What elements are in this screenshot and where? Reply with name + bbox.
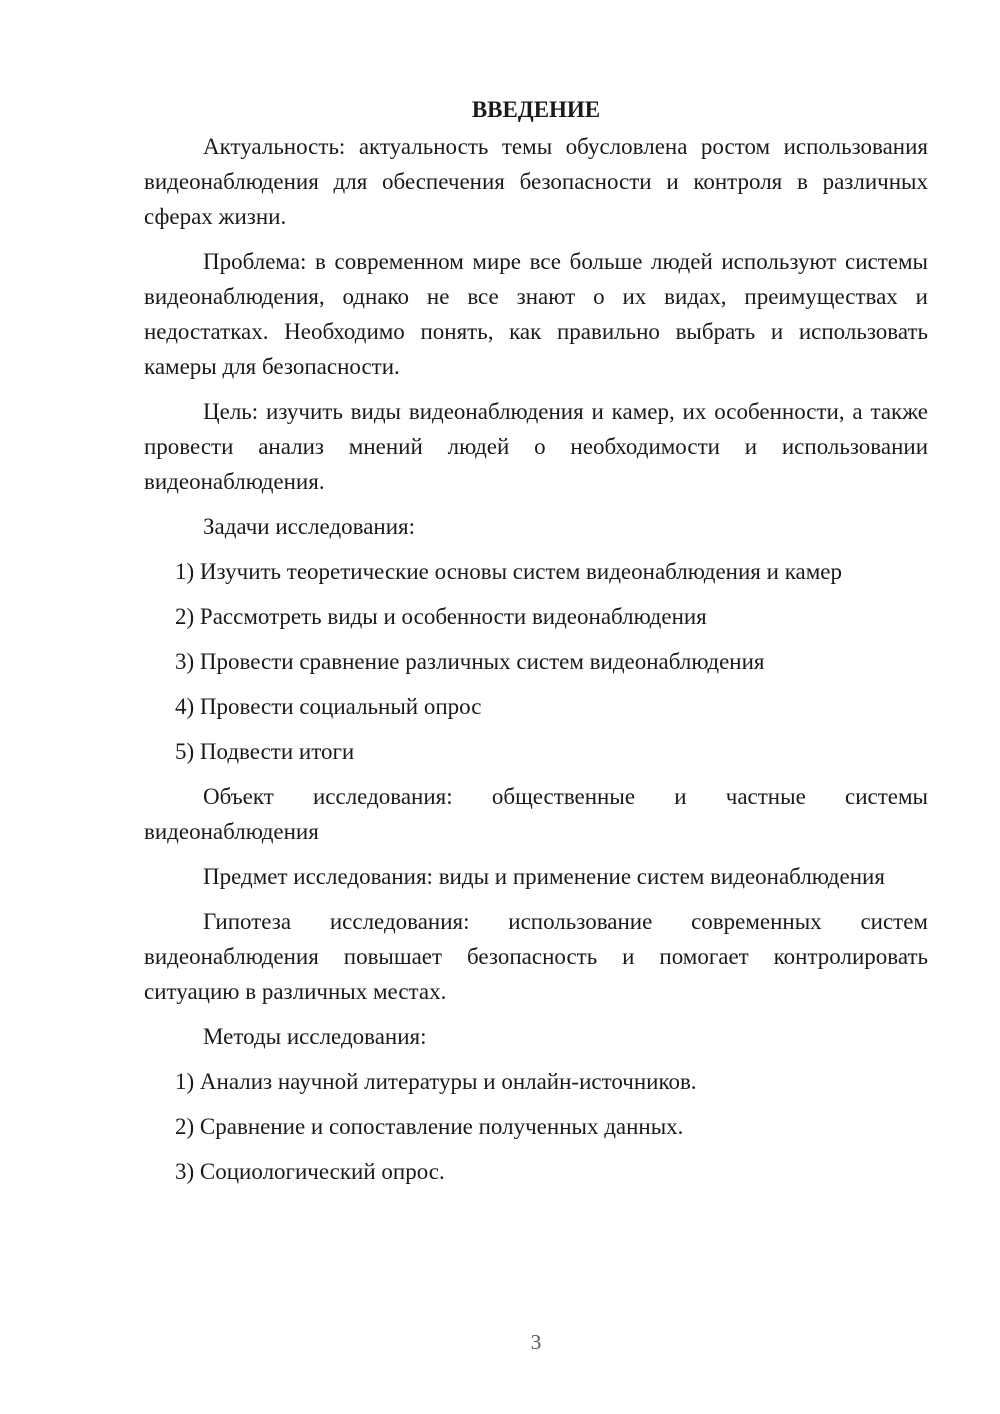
hypothesis-paragraph: Гипотеза исследования: использование современных систем видеонаблюдения повышает безопасность и помогает контролировать ситуацию в различных местах. [144, 909, 928, 1004]
task-item: 4) Провести социальный опрос [175, 694, 482, 719]
goal-paragraph: Цель: изучить виды видеонаблюдения и камер, их особенности, а также провести анализ мнений людей о необходимости и использовании видеонаблюдения. [144, 399, 928, 494]
relevance-paragraph: Актуальность: актуальность темы обусловлена ростом использования видеонаблюдения для обеспечения безопасности и контроля в различных сферах жизни. [144, 134, 928, 229]
method-item: 1) Анализ научной литературы и онлайн-источников. [175, 1069, 697, 1094]
document-page [144, 92, 928, 1199]
method-item: 3) Социологический опрос. [175, 1159, 445, 1184]
task-item: 1) Изучить теоретические основы систем видеонаблюдения и камер [175, 559, 842, 584]
task-item: 5) Подвести итоги [175, 739, 355, 764]
task-item: 2) Рассмотреть виды и особенности видеонаблюдения [175, 604, 707, 629]
object-paragraph: Объект исследования: общественные и частные системы видеонаблюдения [144, 784, 928, 844]
methods-label: Методы исследования: [203, 1024, 427, 1049]
subject-paragraph: Предмет исследования: виды и применение систем видеонаблюдения [203, 864, 885, 889]
page-number: 3 [530, 1330, 542, 1354]
method-item: 2) Сравнение и сопоставление полученных данных. [175, 1114, 684, 1139]
problem-paragraph: Проблема: в современном мире все больше людей используют системы видеонаблюдения, однако не все знают о их видах, преимуществах и недостатках. Необходимо понять, как правильно выбрать и использовать камеры для безопасности. [144, 249, 928, 379]
page-title: ВВЕДЕНИЕ [471, 97, 601, 122]
tasks-label: Задачи исследования: [203, 514, 416, 539]
task-item: 3) Провести сравнение различных систем видеонаблюдения [175, 649, 765, 674]
